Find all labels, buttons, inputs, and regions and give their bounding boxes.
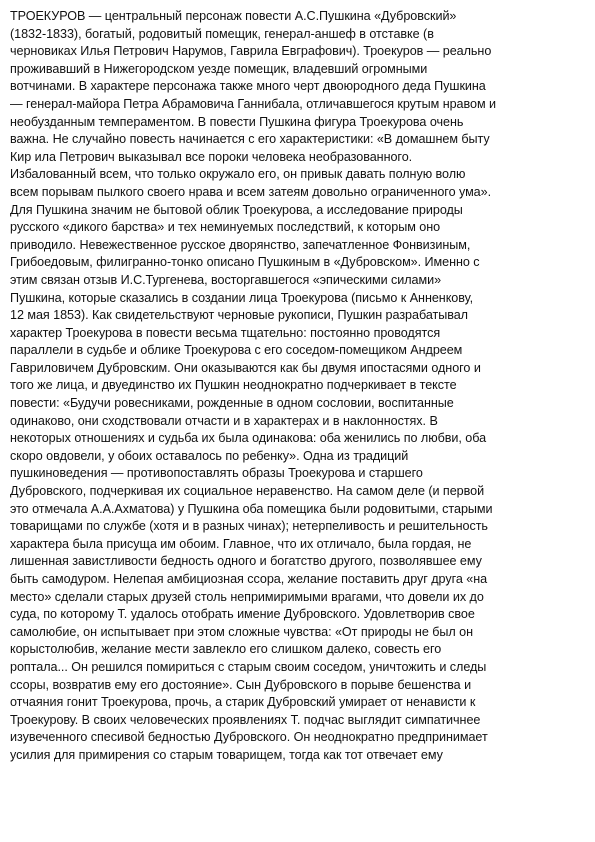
text-line: важна. Не случайно повесть начинается с его характеристики: «В домашнем быту <box>10 132 490 147</box>
text-line: скоро овдовели, у обоих оставалось по ребенку». Одна из традиций <box>10 448 409 463</box>
text-line: усилия для примирения со старым товарищем, тогда как тот отвечает ему <box>10 747 443 762</box>
text-line: Грибоедовым, филигранно-тонко описано Пушкиным в «Дубровском». Именно с <box>10 255 480 270</box>
text-line: самолюбие, он испытывает при этом сложные чувства: «От природы не был он <box>10 624 474 639</box>
text-line: отчаяния гонит Троекурова, прочь, а старик Дубровский умирает от ненависти к <box>10 695 476 710</box>
text-line: черновиках Илья Петрович Нарумов, Гаврила Евграфович). Троекуров — реально <box>10 44 492 59</box>
text-line: одинаково, они сходствовали отчасти и в характерах и в наклонностях. В <box>10 413 438 428</box>
text-line: корыстолюбив, желание мести завлекло его слишком далеко, совесть его <box>10 642 442 657</box>
text-line: пушкиноведения — противопоставлять образы Троекурова и старшего <box>10 466 423 481</box>
text-line: ссоры, возвратив ему его достояние». Сын Дубровского в порыве бешенства и <box>10 677 472 692</box>
text-line: некоторых отношениях и судьба их была одинакова: оба женились по любви, оба <box>10 431 487 446</box>
text-line: проживавший в Нижегородском уезде помещик, владевший огромными <box>10 61 428 76</box>
text-line: Кир ила Петрович выказывал все пороки человека необразованного. <box>10 149 413 164</box>
text-line: Троекурову. В своих человеческих проявлениях Т. подчас выглядит симпатичнее <box>10 712 481 727</box>
text-line: лишенная завистливости бедность одного и богатство другого, позволявшее ему <box>10 554 482 569</box>
text-line: товарищами по службе (хотя и в разных чинах); нетерпеливость и решительность <box>10 519 488 534</box>
text-line: этим связан отзыв И.С.Тургенева, восторгавшегося «эпическими силами» <box>10 272 442 287</box>
text-line: Для Пушкина значим не бытовой облик Троекурова, а исследование природы <box>10 202 463 217</box>
text-line: характер Троекурова в повести весьма тщательно: постоянно проводятся <box>10 325 441 340</box>
text-line: Дубровского, подчеркивая их социальное неравенство. На самом деле (и первой <box>10 484 485 499</box>
text-line: суда, по которому Т. удалось отобрать имение Дубровского. Удовлетворив свое <box>10 607 475 622</box>
text-line: вотчинами. В характере персонажа также много черт двоюродного деда Пушкина <box>10 79 486 94</box>
document-text <box>10 8 588 765</box>
text-line: 12 мая 1853). Как свидетельствуют черновые рукописи, Пушкин разрабатывал <box>10 308 468 323</box>
text-line: изувеченного спесивой бедностью Дубровского. Он неоднократно предпринимает <box>10 730 488 745</box>
text-line: Гавриловичем Дубровским. Они оказываются как бы двумя ипостасями одного и <box>10 360 481 375</box>
text-line: роптала... Он решился помириться с старым своим соседом, уничтожить и следы <box>10 659 487 674</box>
text-line: быть самодуром. Нелепая амбициозная ссора, желание поставить друг друга «на <box>10 572 488 586</box>
text-line: ТРОЕКУРОВ — центральный персонаж повести А.С.Пушкина «Дубровский» <box>10 9 457 23</box>
text-line: место» сделали старых друзей столь непримиримыми врагами, что довели их до <box>10 589 484 604</box>
text-line: русского «дикого барства» и тех неминуемых последствий, к которым оно <box>10 220 441 235</box>
text-line: характера была присуща им обоим. Главное, что их отличало, была гордая, не <box>10 536 472 551</box>
text-line: Избалованный всем, что только окружало его, он привык давать полную волю <box>10 167 466 182</box>
text-line: параллели в судьбе и облике Троекурова с его соседом-помещиком Андреем <box>10 343 463 358</box>
text-line: необузданным темпераментом. В повести Пушкина фигура Троекурова очень <box>10 114 464 129</box>
text-line: приводило. Невежественное русское дворянство, запечатленное Фонвизиным, <box>10 237 471 252</box>
text-line: всем порывам пылкого своего нрава и всем затеям довольно ограниченного ума». <box>10 184 492 199</box>
text-line: это отмечала А.А.Ахматова) у Пушкина оба помещика были родовитыми, старыми <box>10 501 493 516</box>
text-line: (1832-1833), богатый, родовитый помещик, генерал-аншеф в отставке (в <box>10 26 434 41</box>
text-line: того же лица, и двуединство их Пушкин неоднократно подчеркивает в тексте <box>10 378 457 393</box>
text-line: повести: «Будучи ровесниками, рожденные в одном сословии, воспитанные <box>10 396 454 411</box>
text-line: — генерал-майора Петра Абрамовича Ганнибала, отличавшегося крутым нравом и <box>10 96 497 111</box>
text-line: Пушкина, которые сказались в создании лица Троекурова (письмо к Анненкову, <box>10 290 474 305</box>
